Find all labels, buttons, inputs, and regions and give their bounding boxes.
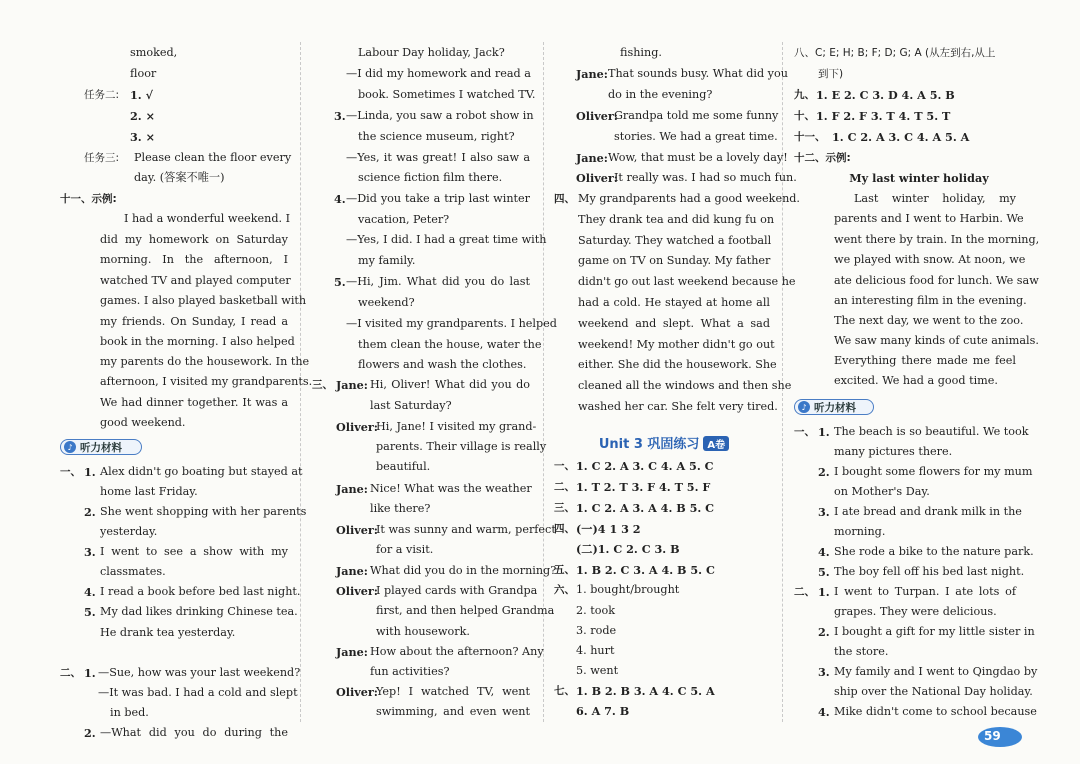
text-line: yesterday. [100,525,158,538]
text-line: —I did my homework and read a [346,67,531,80]
text-line: She rode a bike to the nature park. [834,545,1034,558]
text-line: —What did you do during the [100,726,288,739]
text-line: on Mother's Day. [834,485,930,498]
text-line: flowers and wash the clothes. [358,358,527,371]
essay-line: We saw many kinds of cute animals. [834,334,1039,347]
essay-line: Saturday. They watched a football [578,234,772,247]
badge-label: 听力材料 [80,441,122,454]
answer-row: 2. took [576,604,615,617]
essay-line: an interesting film in the evening. [834,294,1027,307]
text-line: My family and I went to Qingdao by [834,665,1038,678]
essay-title: My last winter holiday [849,171,989,185]
text-line: floor [130,67,157,80]
item-number: 4. [84,585,96,599]
section-label: 七、 [554,685,575,697]
essay-line: my parents do the housework. In the [100,355,310,368]
item-number: 3. [84,545,96,559]
text-line: morning. [834,525,886,538]
text-line: the science museum, right? [358,130,515,143]
text-line: I played cards with Grandpa [376,584,538,597]
column-divider [543,42,544,722]
text-line: It was sunny and warm, perfect [376,523,556,536]
essay-line: The next day, we went to the zoo. [834,314,1024,327]
text-line: How about the afternoon? Any [370,645,544,658]
item-number: 1. [84,666,96,680]
text-line: in bed. [110,706,149,719]
section-label: 一、 [554,460,575,472]
item-number: 3. [334,109,346,123]
text-line: many pictures there. [834,445,953,458]
item-number: 4. [334,192,346,206]
essay-line: cleaned all the windows and then she [578,379,792,392]
essay-line: afternoon, I visited my grandparents. [100,375,313,388]
text-line: book. Sometimes I watched TV. [358,88,536,101]
answer-row: 3. rode [576,624,617,637]
essay-line: weekend! My mother didn't go out [578,338,775,351]
text-line: first, and then helped Grandma [376,604,555,617]
text-line: Hi, Oliver! What did you do [370,378,530,391]
section-label: 六、 [554,584,575,596]
text-line: Wow, that must be a lovely day! [608,151,788,164]
text-line: stories. We had a great time. [614,130,778,143]
answer-row: 1. C 2. A 3. A 4. B 5. C [576,501,715,515]
essay-line: We had dinner together. It was a [100,396,288,409]
answer-row: 1. E 2. C 3. D 4. A 5. B [816,88,955,102]
text-line: Mike didn't come to school because [834,705,1037,718]
text-line: Please clean the floor every [134,151,292,164]
answer-row: (二)1. C 2. C 3. B [576,542,680,556]
speaker-label: Oliver: [336,685,378,699]
essay-line: didn't go out last weekend because he [578,275,796,288]
essay-line: games. I also played basketball with [100,294,307,307]
text-line: with housework. [376,625,470,638]
section-label: 九、 [794,89,815,101]
section-label: 十一、示例: [60,193,117,205]
section-label: 四、 [554,523,575,535]
speaker-label: Jane: [336,378,368,392]
text-line: He drank tea yesterday. [100,626,236,639]
essay-line: They drank tea and did kung fu on [578,213,775,226]
text-line: That sounds busy. What did you [608,67,788,80]
text-line: I bought a gift for my little sister in [834,625,1035,638]
listening-badge [794,399,874,415]
answer-row: 1. B 2. C 3. A 4. B 5. C [576,563,715,577]
unit-title: Unit 3 巩固练习 [598,437,700,452]
answer-line: 3. × [130,130,155,144]
answer-row: (一)4 1 3 2 [576,522,641,536]
item-number: 2. [818,465,830,479]
speaker-label: Oliver: [576,171,618,185]
text-line: She went shopping with her parents [100,505,307,518]
text-line: —Yes, I did. I had a great time with [346,233,547,246]
section-label: 十一、 [794,131,826,143]
item-number: 3. [818,505,830,519]
item-number: 2. [818,625,830,639]
section-label: 十二、示例: [794,152,851,164]
text-line: —Did you take a trip last winter [346,192,530,205]
section-label: 一、 [60,466,81,478]
answer-row: 1. T 2. T 3. F 4. T 5. F [576,480,711,494]
section-label: 一、 [794,426,815,438]
item-number: 5. [84,605,96,619]
text-line: swimming, and even went [376,705,530,718]
essay-line: we played with snow. At noon, we [834,253,1026,266]
item-number: 1. [84,465,96,479]
text-line: What did you do in the morning? [370,564,557,577]
essay-line: watched TV and played computer [100,274,291,287]
text-line: science fiction film there. [358,171,503,184]
essay-line: excited. We had a good time. [834,374,998,387]
answer-row: 4. hurt [576,644,615,657]
text-line: my family. [358,254,416,267]
section-label: 二、 [60,667,81,679]
section-label: 三、 [554,502,575,514]
answer-row: 1. C 2. A 3. C 4. A 5. C [576,459,714,473]
text-line: I ate bread and drank milk in the [834,505,1022,518]
item-number: 3. [818,665,830,679]
speaker-label: Jane: [336,645,368,659]
speaker-label: Jane: [336,564,368,578]
section-label: 三、 [312,379,333,391]
text-line: I bought some flowers for my mum [834,465,1033,478]
section-label: 任务二: [84,89,120,101]
text-line: weekend? [358,296,415,309]
essay-line: I had a wonderful weekend. I [124,212,291,225]
text-line: ship over the National Day holiday. [834,685,1033,698]
text-line: —Sue, how was your last weekend? [98,666,301,679]
item-number: 4. [818,705,830,719]
item-number: 1. [818,425,830,439]
text-line: Labour Day holiday, Jack? [358,46,505,59]
speaker-label: Oliver: [336,420,378,434]
unit-heading [554,433,774,452]
text-line: like there? [370,502,431,515]
headphones-icon: ♪ [64,441,76,453]
badge-label: 听力材料 [814,401,856,414]
answer-row: 1. F 2. F 3. T 4. T 5. T [816,109,951,123]
text-line: Yep! I watched TV, went [376,685,530,698]
essay-line: My grandparents had a good weekend. [578,192,800,205]
essay-line: book in the morning. I also helped [100,335,295,348]
text-line: home last Friday. [100,485,198,498]
text-line: day. (答案不唯一) [134,171,225,184]
speaker-label: Jane: [576,151,608,165]
text-line: Grandpa told me some funny [614,109,779,122]
essay-line: game on TV on Sunday. My father [578,254,771,267]
listening-badge [60,439,142,455]
item-number: 2. [84,726,96,740]
text-line: do in the evening? [608,88,713,101]
essay-line: did my homework on Saturday [100,233,288,246]
text-line: Nice! What was the weather [370,482,532,495]
section-label: 五、 [554,564,575,576]
text-line: —Yes, it was great! I also saw a [346,151,530,164]
text-line: —Hi, Jim. What did you do last [346,275,530,288]
essay-line: Everything there made me feel [834,354,1016,367]
item-number: 1. [818,585,830,599]
essay-line: parents and I went to Harbin. We [834,212,1024,225]
essay-line: my friends. On Sunday, I read a [100,315,288,328]
text-line: I read a book before bed last night. [100,585,301,598]
essay-line: ate delicious food for lunch. We saw [834,274,1039,287]
speaker-label: Jane: [336,482,368,496]
text-line: —It was bad. I had a cold and slept [98,686,298,699]
text-line: The boy fell off his bed last night. [834,565,1025,578]
text-line: My dad likes drinking Chinese tea. [100,605,298,618]
text-line: the store. [834,645,889,658]
essay-line: morning. In the afternoon, I [100,253,288,266]
speaker-label: Oliver: [336,523,378,537]
item-number: 5. [334,275,346,289]
text-line: It really was. I had so much fun. [614,171,797,184]
text-line: —Linda, you saw a robot show in [346,109,534,122]
section-label: 二、 [794,586,815,598]
speaker-label: Oliver: [336,584,378,598]
answer-row: 5. went [576,664,619,677]
text-line: beautiful. [376,460,431,473]
essay-line: washed her car. She felt very tired. [578,400,778,413]
essay-line: weekend and slept. What a sad [578,317,770,330]
text-line: grapes. They were delicious. [834,605,997,618]
answer-row: 6. A 7. B [576,704,630,718]
text-line: Hi, Jane! I visited my grand- [376,420,537,433]
answer-row: 1. C 2. A 3. C 4. A 5. A [832,130,970,144]
text-line: smoked, [130,46,178,59]
text-line: Alex didn't go boating but stayed at [100,465,303,478]
section-label: 二、 [554,481,575,493]
answer-row: 八、C; E; H; B; F; D; G; A (从左到右,从上 [794,47,996,59]
speaker-label: Jane: [576,67,608,81]
section-label: 四、 [554,193,575,205]
item-number: 5. [818,565,830,579]
speaker-label: Oliver: [576,109,618,123]
text-line: parents. Their village is really [376,440,547,453]
essay-line: Last winter holiday, my [854,192,1016,205]
essay-line: good weekend. [100,416,186,429]
item-number: 2. [84,505,96,519]
text-line: The beach is so beautiful. We took [834,425,1029,438]
text-line: fun activities? [370,665,450,678]
text-line: them clean the house, water the [358,338,542,351]
unit-badge: A卷 [703,436,729,451]
essay-line: went there by train. In the morning, [834,233,1040,246]
headphones-icon: ♪ [798,401,810,413]
section-label: 十、 [794,110,815,122]
answer-line: 2. × [130,109,155,123]
text-line: I went to Turpan. I ate lots of [834,585,1016,598]
answer-row: 1. bought/brought [576,583,680,596]
section-label: 任务三: [84,152,120,164]
text-line: I went to see a show with my [100,545,288,558]
text-line: classmates. [100,565,166,578]
page-number-text: 59 [984,729,1001,743]
page-number [974,725,1022,747]
text-line: last Saturday? [370,399,452,412]
text-line: —I visited my grandparents. I helped [346,317,557,330]
text-line: for a visit. [376,543,434,556]
text-line: fishing. [620,46,662,59]
essay-line: either. She did the housework. She [578,358,777,371]
item-number: 4. [818,545,830,559]
answer-row: 到下) [818,68,844,80]
essay-line: had a cold. He stayed at home all [578,296,770,309]
text-line: vacation, Peter? [358,213,450,226]
answer-line: 1. √ [130,88,153,102]
answer-row: 1. B 2. B 3. A 4. C 5. A [576,684,715,698]
